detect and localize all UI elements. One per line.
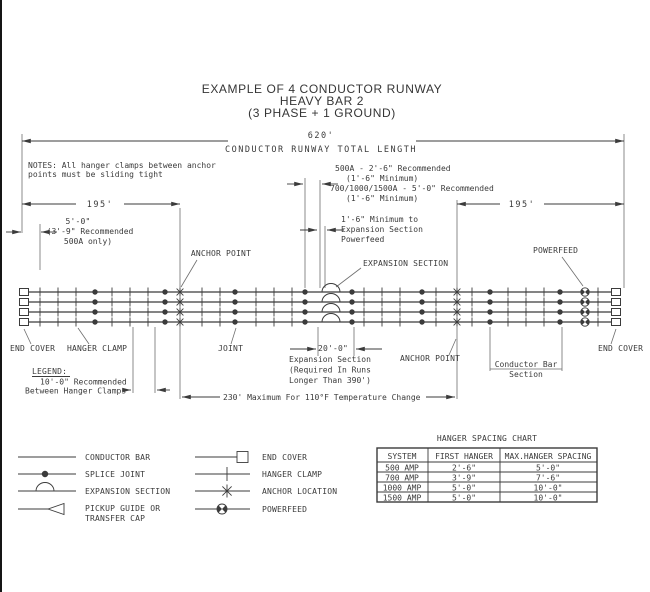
- chart-title: HANGER SPACING CHART: [436, 434, 538, 443]
- powerfeed-callout: POWERFEED: [533, 246, 579, 255]
- legend-label-end-cover: END COVER: [262, 453, 308, 462]
- chart-cell: 5'-0": [451, 493, 477, 503]
- splice-joint-symbol: [42, 471, 48, 477]
- first-hanger-value: 5'-0": [65, 217, 91, 226]
- powerfeed-note-line1: 500A - 2'-6" Recommended: [335, 164, 451, 173]
- expansion-dim-line1: Expansion Section: [289, 355, 371, 364]
- expansion-feed-note-line3: Powerfeed: [341, 235, 385, 244]
- legend-label-splice-joint: SPLICE JOINT: [85, 470, 146, 479]
- legend-label-pickup-guide-line2: TRANSFER CAP: [85, 514, 146, 523]
- expansion-dim-value: 20'-0": [317, 344, 349, 353]
- expansion-dim-line3: Longer Than 390'): [289, 376, 371, 385]
- legend-label-expansion-section: EXPANSION SECTION: [85, 487, 171, 496]
- right-span-dimension: 195': [508, 200, 536, 210]
- notes-line2: points must be sliding tight: [28, 170, 163, 179]
- legend-label-hanger-clamp: HANGER CLAMP: [262, 470, 323, 479]
- chart-header-max-spacing: MAX.HANGER SPACING: [504, 452, 592, 461]
- conductor-runway: [20, 284, 621, 327]
- end-cover-right-callout: END COVER: [598, 344, 644, 353]
- notes-line1: NOTES: All hanger clamps between anchor: [28, 161, 216, 170]
- chart-cell: 10'-0": [533, 493, 563, 503]
- anchor-point-left-callout: ANCHOR POINT: [190, 249, 252, 258]
- conductor-bar-section-line2: Section: [509, 370, 543, 379]
- expansion-section-symbol: [36, 483, 54, 492]
- symbol-legend-dynamic-glyphs: [217, 485, 234, 515]
- expansion-feed-note-line1: 1'-6" Minimum to: [341, 215, 419, 224]
- scan-edge-line: [0, 0, 2, 592]
- chart-cell: 3'-9": [451, 473, 477, 483]
- end-cover-left-callout: END COVER: [10, 344, 56, 353]
- chart-rows: [383, 464, 563, 503]
- annotations: [10, 131, 643, 402]
- powerfeed-note-line2: (1'-6" Minimum): [346, 174, 419, 183]
- chart-header-first-hanger: FIRST HANGER: [435, 452, 493, 461]
- left-span-dimension: 195': [86, 200, 114, 210]
- symbol-legend: [18, 452, 337, 524]
- drawing-title-line1: EXAMPLE OF 4 CONDUCTOR RUNWAY: [201, 82, 443, 96]
- anchor-point-right-callout: ANCHOR POINT: [400, 354, 461, 363]
- drawing-title-line2: HEAVY BAR 2: [279, 94, 365, 108]
- powerfeed-note-line3: 700/1000/1500A - 5'-0" Recommended: [330, 184, 494, 193]
- chart-cell: 1500 AMP: [382, 493, 422, 503]
- temperature-note: 230' Maximum For 110°F Temperature Change: [223, 393, 421, 402]
- legend-note-line1: 10'-0" Recommended: [40, 377, 127, 387]
- pickup-guide-symbol: [48, 504, 64, 515]
- powerfeed-note-line4: (1'-6" Minimum): [346, 194, 419, 203]
- total-length-label: CONDUCTOR RUNWAY TOTAL LENGTH: [225, 145, 417, 155]
- title-block: [202, 82, 443, 120]
- legend-label-powerfeed: POWERFEED: [262, 505, 308, 514]
- chart-header-system: SYSTEM: [387, 452, 417, 461]
- legend-label-pickup-guide-line1: PICKUP GUIDE OR: [85, 504, 161, 513]
- chart-cell: 5'-0": [535, 463, 561, 473]
- expansion-dim-line2: (Required In Runs: [289, 365, 371, 375]
- expansion-section-callout: EXPANSION SECTION: [363, 259, 449, 268]
- legend-label-anchor-location: ANCHOR LOCATION: [262, 487, 338, 496]
- end-cover-symbol: [237, 452, 248, 463]
- legend-note-heading: LEGEND:: [32, 367, 68, 376]
- drawing-title-line3: (3 PHASE + 1 GROUND): [248, 106, 396, 120]
- total-length-value: 620': [307, 131, 335, 141]
- expansion-feed-note-line2: Expansion Section: [341, 225, 423, 234]
- chart-cell: 2'-6": [451, 463, 477, 473]
- chart-cell: 700 AMP: [385, 473, 419, 483]
- chart-cell: 5'-0": [451, 483, 477, 493]
- chart-cell: 7'-6": [535, 473, 561, 483]
- hanger-clamp-callout: HANGER CLAMP: [67, 344, 128, 353]
- first-hanger-note2: 500A only): [63, 237, 113, 246]
- legend-note-line2: Between Hanger Clamps: [25, 386, 127, 396]
- chart-cell: 10'-0": [533, 483, 563, 493]
- chart-cell: 500 AMP: [385, 463, 419, 473]
- conductor-bar-section-line1: Conductor Bar: [494, 360, 558, 369]
- hanger-spacing-chart: [377, 434, 597, 503]
- first-hanger-note1: (3'-9" Recommended: [46, 227, 134, 236]
- chart-cell: 1000 AMP: [382, 483, 422, 493]
- joint-callout: JOINT: [218, 344, 244, 353]
- legend-label-conductor-bar: CONDUCTOR BAR: [85, 453, 151, 462]
